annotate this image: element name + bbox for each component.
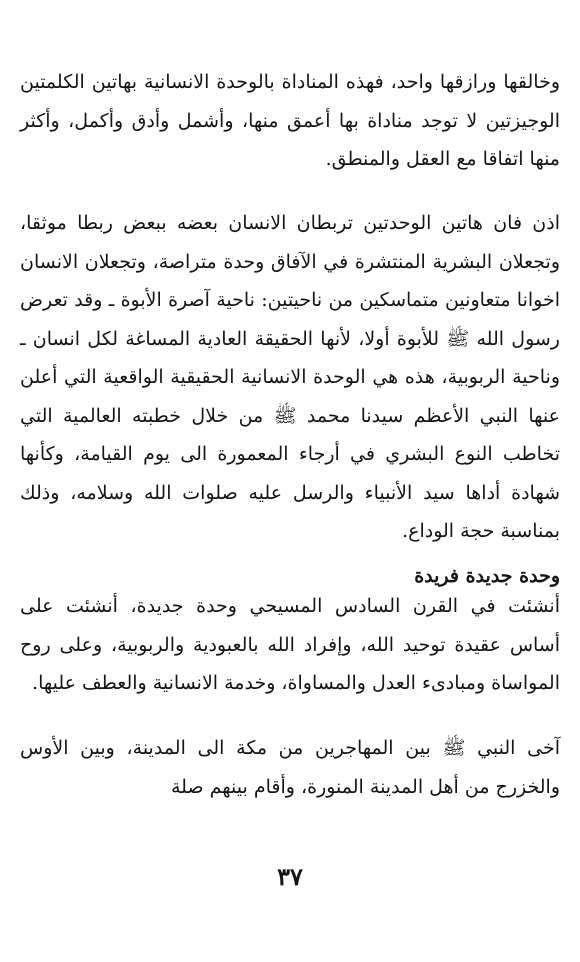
paragraph-unity-call: وخالقها ورازقها واحد، فهذه المناداة بالوحدة الانسانية بهاتين الكلمتين الوجيزتين لا توجد مناداة بها أعمق منها، وأشمل وأدق وأكمل، وأكثر منها اتفاقا مع العقل والمنطق. — [20, 71, 560, 170]
paragraph-new-unity: أنشئت في القرن السادس المسيحي وحدة جديدة، أنشئت على أساس عقيدة توحيد الله، وإفراد الله بالعبودية والربوبية، وعلى روح المواساة ومبادىء العدل والمساواة، وخدمة الانسانية والعطف عليها. — [20, 595, 560, 694]
paragraph-brotherhood: آخى النبي ﷺ بين المهاجرين من مكة الى المدينة، وبين الأوس والخزرج من أهل المدينة المنورة، وأقام بينهم صلة — [20, 737, 560, 798]
page-number: ٣٧ — [277, 862, 303, 891]
paragraph-two-unities: اذن فان هاتين الوحدتين تربطان الانسان بعضه ببعض ربطا موثقا، وتجعلان البشرية المنتشرة في الآفاق وحدة متراصة، وتجعلان الانسان اخوانا متعاونين متماسكين من ناحيتين: ناحية آصرة الأبوة ـ وقد تعرض رسول الله ﷺ للأبوة أولا، لأنها الحقيقة العادية المساغة لكل انسان ـ وناحية الربوبية، هذه هي الوحدة الانسانية الحقيقية الواقعية التي أعلن عنها النبي الأعظم سيدنا محمد ﷺ من خلال خطبته العالمية التي تخاطب النوع البشري في أرجاء المعمورة الى يوم القيامة، وكأنها شهادة أداها سيد الأنبياء والرسل عليه صلوات الله وسلامه، وذلك بمناسبة حجة الوداع. — [20, 212, 560, 542]
section-heading: وحدة جديدة فريدة — [414, 564, 560, 587]
